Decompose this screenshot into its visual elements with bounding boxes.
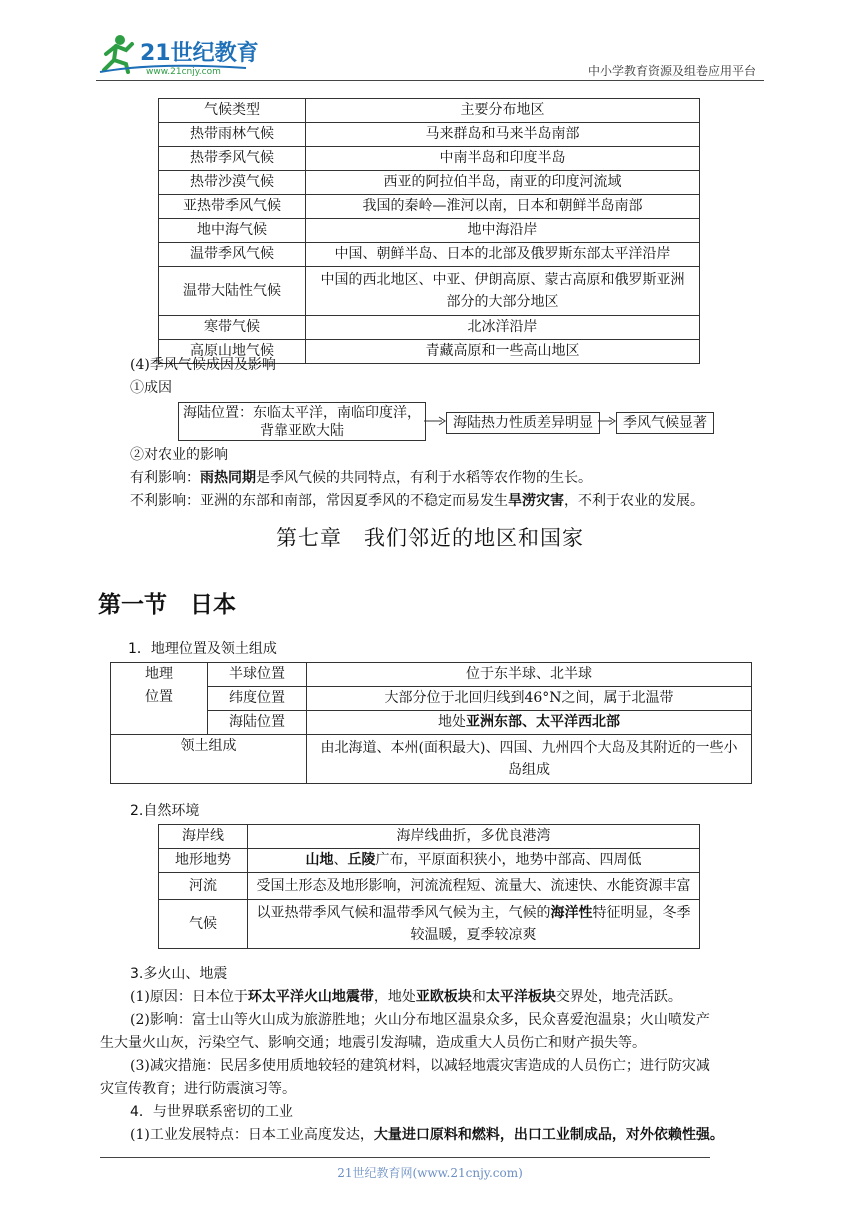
bold-term: 亚洲东部 (466, 714, 522, 730)
arrow-icon (424, 414, 448, 428)
bad-impact (130, 490, 704, 512)
bold-term: 大量进口原料和燃料，出口工业制成品，对外依赖性强。 (373, 1127, 724, 1143)
impact-label: ②对农业的影响 (130, 447, 228, 463)
text-span: 广布，平原面积狭小，地势中部高、四周低 (375, 852, 642, 868)
table-row (159, 147, 700, 171)
flow-box-line: 背靠亚欧大陆 (260, 423, 344, 439)
text-span: 地处 (438, 714, 466, 730)
text-span: ，地处 (373, 989, 416, 1005)
table-row (159, 171, 700, 195)
table-cell: 马来群岛和马来半岛南部 (306, 123, 700, 147)
table-cell: 位于东半球、北半球 (307, 663, 752, 687)
text-span: 交界处，地壳活跃。 (555, 989, 682, 1005)
footer-divider (100, 1157, 710, 1158)
industry-p1 (130, 1124, 724, 1146)
bold-term: 山地 (305, 852, 334, 868)
table-header: 主要分布地区 (306, 99, 700, 123)
table-cell: 地中海气候 (159, 219, 306, 243)
text-span: (1)工业发展特点：日本工业高度发达， (130, 1127, 374, 1143)
japan-location-table (110, 662, 752, 784)
bold-term: 雨热同期 (200, 470, 256, 486)
table-cell: 青藏高原和一些高山地区 (306, 340, 700, 364)
nature-table (158, 824, 700, 949)
table-cell (248, 900, 700, 949)
table-cell: 热带季风气候 (159, 147, 306, 171)
table-row (111, 663, 752, 687)
table-cell: 热带雨林气候 (159, 123, 306, 147)
bold-term: 环太平洋火山地震带 (247, 989, 374, 1005)
text-span: 不利影响：亚洲的东部和南部，常因夏季风的不稳定而易发生 (130, 493, 508, 509)
header-divider (96, 80, 764, 81)
text-span: 特征明显，冬季较温暖，夏季较凉爽 (410, 905, 691, 943)
table-cell: 寒带气候 (159, 316, 306, 340)
japan-heading: 1．地理位置及领土组成 (128, 641, 277, 657)
table-cell: 海岸线曲折，多优良港湾 (248, 825, 700, 849)
table-cell: 海岸线 (159, 825, 248, 849)
flow-box-location (178, 402, 426, 441)
table-cell: 由北海道、本州(面积最大)、四国、九州四个大岛及其附近的一些小岛组成 (307, 735, 752, 784)
table-cell: 半球位置 (208, 663, 307, 687)
table-row (111, 687, 752, 711)
table-cell: 海陆位置 (208, 711, 307, 735)
header-platform-text: 中小学教育资源及组卷应用平台 (587, 64, 756, 78)
table-cell: 地形地势 (159, 849, 248, 873)
table-cell (307, 711, 752, 735)
bold-term: 亚欧板块 (415, 989, 472, 1005)
table-header-row (159, 99, 700, 123)
table-cell: 受国土形态及地形影响，河流流程短、流量大、流速快、水能资源丰富 (248, 873, 700, 900)
table-cell: 北冰洋沿岸 (306, 316, 700, 340)
table-cell-location (111, 663, 208, 735)
text-span: 、 (333, 852, 348, 868)
chapter-title: 第七章 我们邻近的地区和国家 (276, 526, 584, 550)
table-row (159, 873, 700, 900)
text-span: 是季风气候的共同特点，有利于水稻等农作物的生长。 (256, 470, 592, 486)
footer-text: 21世纪教育网(www.21cnjy.com) (337, 1166, 523, 1180)
bold-term: 海洋性 (550, 905, 593, 921)
table-row (111, 735, 752, 784)
good-impact (130, 467, 592, 489)
table-cell: 领土组成 (111, 735, 307, 784)
arrow-icon (598, 414, 618, 428)
table-cell: 气候 (159, 900, 248, 949)
text-span: 、 (522, 714, 536, 730)
section-title: 第一节 日本 (98, 592, 236, 618)
table-row (159, 267, 700, 316)
table-row (159, 849, 700, 873)
volcano-p3-line1: (3)减灾措施：民居多使用质地较轻的建筑材料，以减轻地震灾害造成的人员伤亡；进行防灾减 (130, 1058, 710, 1074)
table-header: 气候类型 (159, 99, 306, 123)
volcano-p1 (130, 986, 682, 1008)
text-span: (1)原因：日本位于 (130, 989, 248, 1005)
flow-box-monsoon: 季风气候显著 (616, 412, 714, 434)
text-span: 和 (471, 989, 486, 1005)
table-cell: 温带季风气候 (159, 243, 306, 267)
table-cell: 地中海沿岸 (306, 219, 700, 243)
table-cell: 大部分位于北回归线到46°N之间，属于北温带 (307, 687, 752, 711)
cause-label: ①成因 (130, 380, 172, 396)
logo-text: 21世纪教育 (140, 41, 259, 66)
climate-table (158, 98, 700, 364)
bold-term: 太平洋西北部 (536, 714, 620, 730)
cell-line: 位置 (145, 689, 173, 705)
volcano-p3-line2: 灾宣传教育；进行防震演习等。 (100, 1081, 296, 1097)
table-cell (248, 849, 700, 873)
table-cell: 纬度位置 (208, 687, 307, 711)
text-span: 有利影响： (130, 470, 200, 486)
flow-box-line: 海陆位置：东临太平洋，南临印度洋， (183, 405, 421, 421)
bold-term: 丘陵 (347, 852, 376, 868)
monsoon-heading: (4)季风气候成因及影响 (130, 357, 276, 373)
table-row (111, 711, 752, 735)
text-span: 以亚热带季风气候和温带季风气候为主，气候的 (256, 905, 551, 921)
bold-term: 旱涝灾害 (508, 493, 564, 509)
table-cell: 我国的秦岭—淮河以南，日本和朝鲜半岛南部 (306, 195, 700, 219)
table-row (159, 316, 700, 340)
table-cell: 热带沙漠气候 (159, 171, 306, 195)
table-row (159, 825, 700, 849)
logo-url: www.21cnjy.com (146, 67, 221, 76)
runner-icon (104, 35, 132, 72)
flow-box-thermal: 海陆热力性质差异明显 (446, 412, 600, 434)
table-row (159, 219, 700, 243)
bold-term: 太平洋板块 (485, 989, 556, 1005)
table-cell: 中国的西北地区、中亚、伊朗高原、蒙古高原和俄罗斯亚洲部分的大部分地区 (306, 267, 700, 316)
volcano-p2-line1: (2)影响：富士山等火山成为旅游胜地；火山分布地区温泉众多，民众喜爱泡温泉；火山喷发产 (130, 1012, 710, 1028)
table-cell: 西亚的阿拉伯半岛，南亚的印度河流域 (306, 171, 700, 195)
table-cell: 中南半岛和印度半岛 (306, 147, 700, 171)
table-cell: 中国、朝鲜半岛、日本的北部及俄罗斯东部太平洋沿岸 (306, 243, 700, 267)
nature-heading: 2.自然环境 (130, 803, 200, 819)
cell-line: 地理 (145, 666, 173, 682)
table-cell: 温带大陆性气候 (159, 267, 306, 316)
volcano-p2-line2: 生大量火山灰，污染空气、影响交通；地震引发海啸，造成重大人员伤亡和财产损失等。 (100, 1035, 646, 1051)
table-cell: 河流 (159, 873, 248, 900)
table-row (159, 195, 700, 219)
table-row (159, 123, 700, 147)
volcano-heading: 3.多火山、地震 (130, 966, 228, 982)
logo (96, 32, 266, 76)
table-row (159, 900, 700, 949)
table-cell: 高原山地气候 (159, 340, 306, 364)
text-span: ，不利于农业的发展。 (564, 493, 704, 509)
industry-heading: 4．与世界联系密切的工业 (130, 1104, 293, 1120)
table-cell: 亚热带季风气候 (159, 195, 306, 219)
table-row (159, 243, 700, 267)
